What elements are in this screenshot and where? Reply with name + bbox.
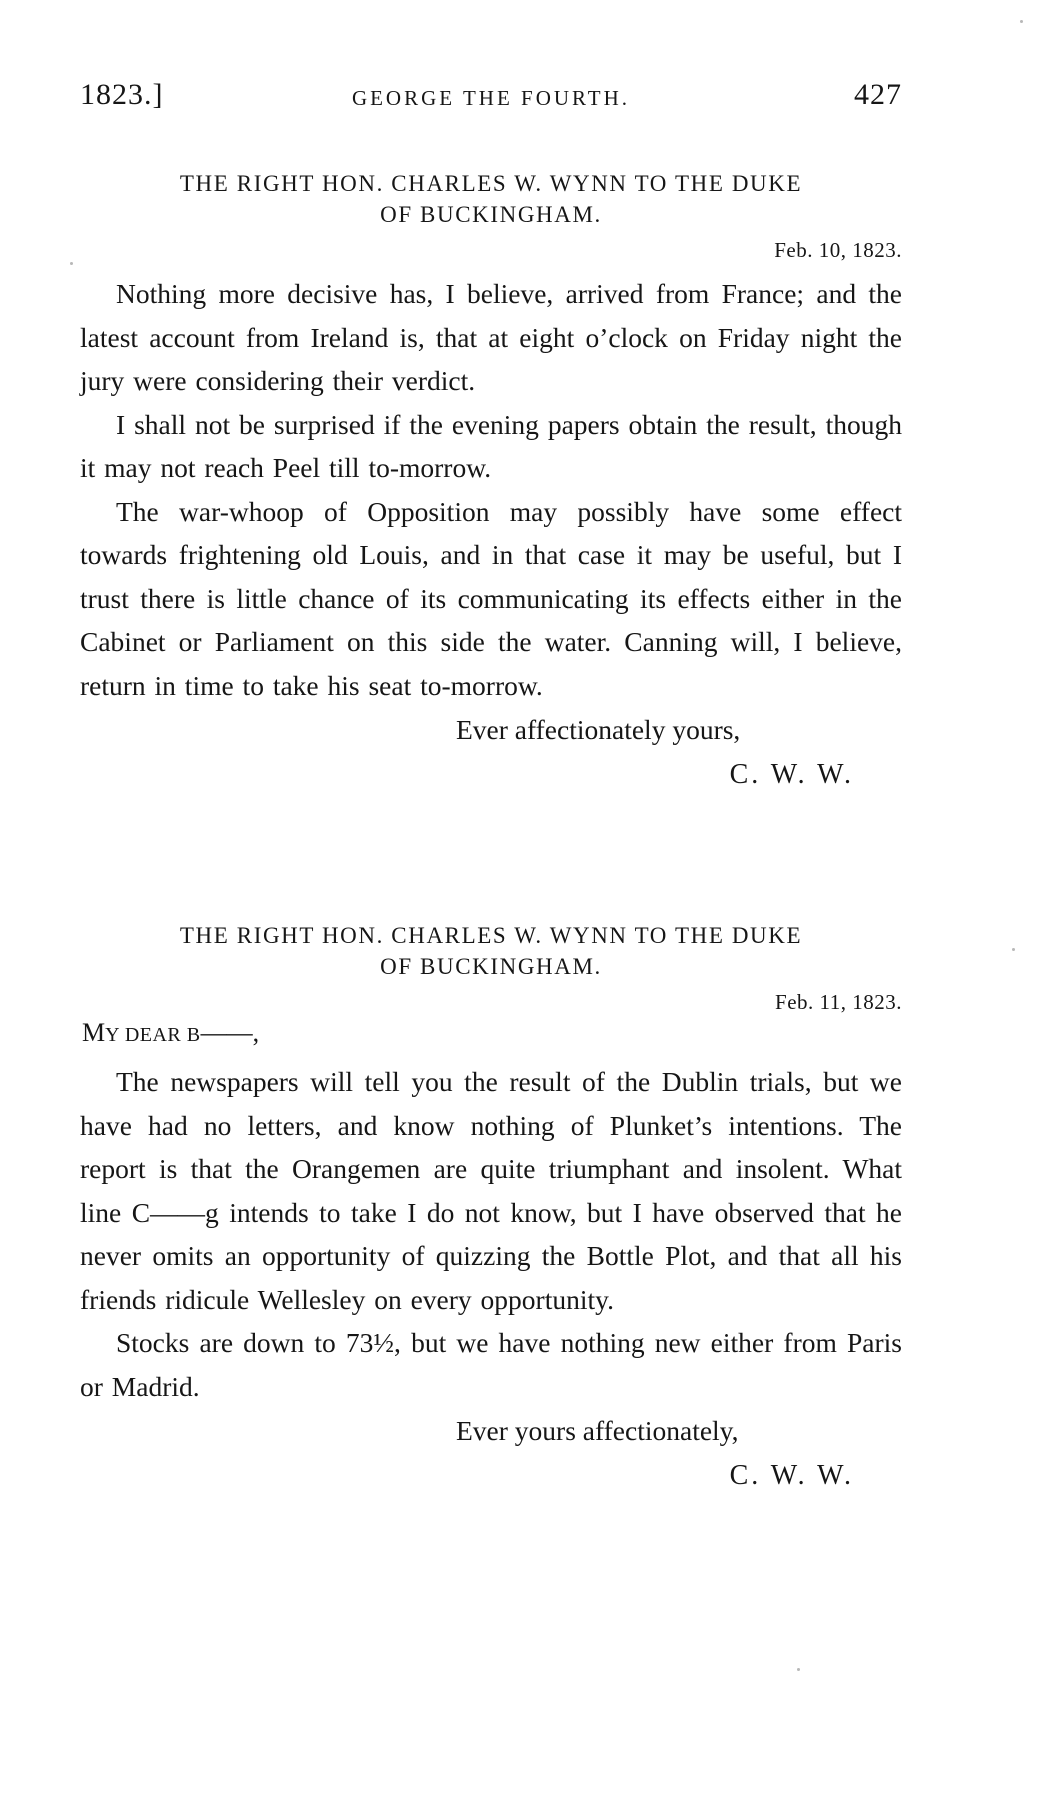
letter-paragraph: I shall not be surprised if the evening papers obtain the result, though it may not reach Peel till to-morrow. [80,408,902,483]
scan-speck [1012,948,1015,951]
letter-signature: C. W. W. [729,759,854,790]
scan-speck [1020,20,1023,23]
scan-speck [797,1668,800,1671]
letter-date: Feb. 10, 1823. [774,238,902,262]
letter-closing: Ever yours affectionately, [456,1415,739,1446]
salutation-initial: M [82,1018,106,1047]
letter-salutation [82,1016,902,1052]
salutation-small-caps: Y DEAR B [105,1024,201,1046]
letter-heading-line: THE RIGHT HON. CHARLES W. WYNN TO THE DUKE [179,923,803,948]
letter-paragraph: Nothing more decisive has, I believe, arrived from France; and the latest account from Ireland is, that at eight o’clock on Friday night the jury were considering their verdict. [80,278,902,396]
letter-heading-line: OF BUCKINGHAM. [380,954,602,979]
scan-speck [70,262,73,265]
letter-signature: C. W. W. [729,1460,854,1491]
letter-date: Feb. 11, 1823. [775,990,902,1014]
letter-paragraph: Stocks are down to 73½, but we have nothing new either from Paris or Madrid. [80,1327,902,1402]
letter-feb-11 [80,920,902,1498]
letter-closing: Ever affectionately yours, [456,714,741,745]
letter-feb-10 [80,168,902,797]
letter-heading-line: THE RIGHT HON. CHARLES W. WYNN TO THE DUKE [179,171,803,196]
letter-heading [80,168,902,230]
running-head-year: 1823.] [80,78,164,111]
page-number: 427 [854,78,902,111]
salutation-dash: ——, [200,1018,260,1047]
letter-heading [80,920,902,982]
letter-paragraph: The newspapers will tell you the result of the Dublin trials, but we have had no letters, and know nothing of Plunket’s intentions. The report is that the Orangemen are quite triumphant and insolent. What line C——g intends to take I do not know, but I have observed that he never omits an opportunity of quizzing the Bottle Plot, and that all his friends ridicule Wellesley on every opportunity. [80,1066,902,1315]
running-head-title: GEORGE THE FOURTH. [351,86,631,110]
letter-paragraph: The war-whoop of Opposition may possibly have some effect towards frightening old Louis, and in that case it may be useful, but I trust there is little chance of its communicating its effects either in the Cabinet or Parliament on this side the water. Canning will, I believe, return in time to take his seat to-morrow. [80,495,902,701]
letter-heading-line: OF BUCKINGHAM. [380,202,602,227]
running-head [80,78,902,122]
